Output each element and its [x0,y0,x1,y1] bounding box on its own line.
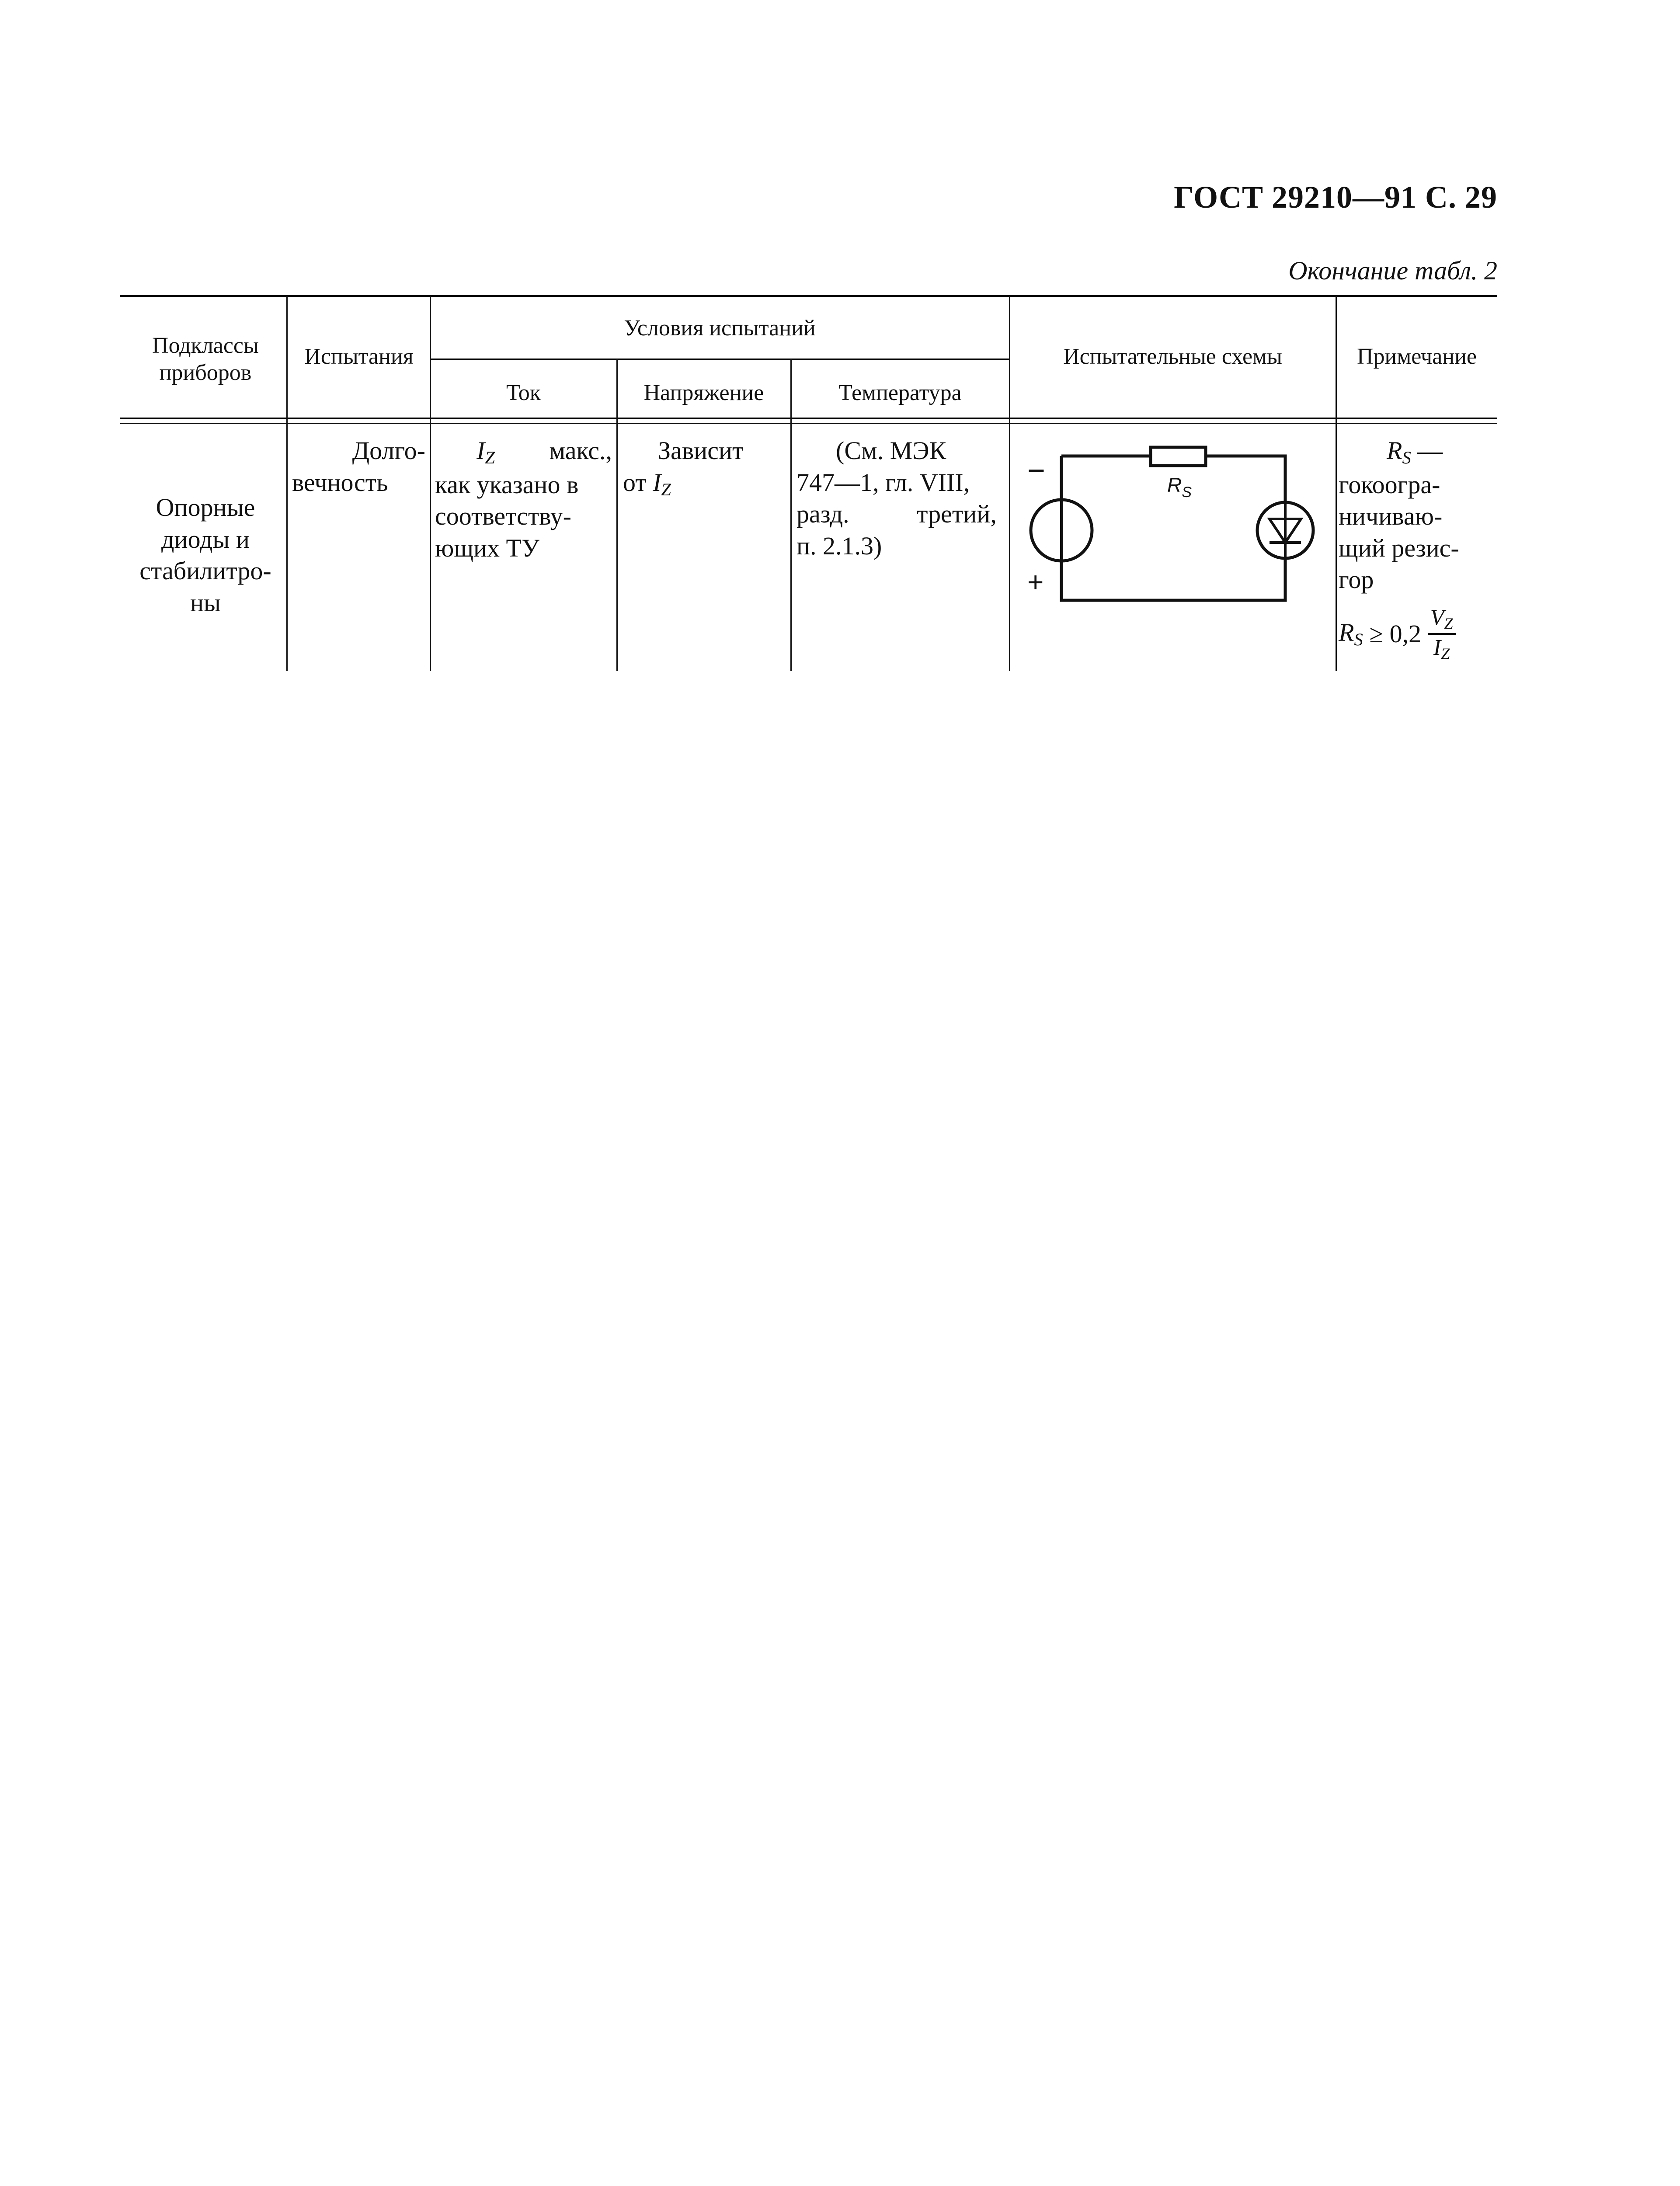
cell-temperature [797,435,1005,562]
table-caption: Окончание табл. 2 [1288,256,1497,285]
header-temperature: Температура [838,380,962,405]
temperature-line: 747—1, гл. VIII, [797,468,970,497]
header-bottom-rule-2 [120,423,1497,424]
subclass-line: ны [190,588,221,617]
voltage-source-icon [1031,500,1092,561]
note-line: щий резис- [1339,533,1459,562]
temperature-line: разд. третий, [797,500,997,528]
header-note: Примечание [1357,344,1477,369]
header-tests: Испытания [304,344,414,369]
current-line1-tail: макс., [549,436,612,465]
current-line: соответству- [435,502,571,531]
note-formula [1339,605,1496,663]
minus-sign: − [1027,453,1045,487]
header-conditions: Условия испытаний [624,316,816,341]
current-line: ющих ТУ [435,533,540,562]
test-circuit-diagram [1010,426,1336,671]
voltage-line1: Зависит [658,436,744,465]
subclass-line: стабилитро- [139,557,271,585]
temperature-line: (См. МЭК [836,436,946,465]
header-schemes: Испытательные схемы [1063,344,1282,369]
header-voltage: Напряжение [643,380,764,405]
col-divider-2 [430,295,431,671]
plus-sign: + [1027,566,1044,598]
formula-fraction [1428,605,1456,663]
current-line: как указано в [435,470,579,499]
current-symbol: $I_Z$ [477,436,495,468]
fraction-numerator: $V_Z$ [1428,605,1456,635]
tests-line: Долго- [352,436,425,465]
header-subclasses: Подклассы приборов [152,333,259,386]
note-symbol-line: $R_S$ — [1387,436,1443,468]
table-top-rule [120,295,1497,297]
cell-note [1339,435,1496,663]
subclass-line: Опорные [156,493,255,522]
col-divider-1 [286,295,288,671]
page-header: ГОСТ 29210—91 С. 29 [1174,180,1497,215]
temperature-line: п. 2.1.3) [797,531,882,560]
formula-lhs: $R_S$ [1339,618,1363,650]
note-line: ничиваю- [1339,502,1443,531]
fraction-denominator: $I_Z$ [1433,635,1450,662]
cell-subclass [127,492,284,619]
voltage-line2: от $I_Z$ [623,468,671,499]
tests-line: вечность [292,468,388,497]
subclass-line: диоды и [161,525,250,553]
resistor-label: $R_S$ [1167,473,1192,501]
subheader-rule [431,359,1010,360]
formula-op: ≥ 0,2 [1363,619,1428,648]
resistor-icon [1151,447,1206,466]
note-line: гокоогра- [1339,470,1440,499]
cell-voltage [623,435,785,501]
diode-icon [1257,501,1313,560]
cell-current [435,435,612,564]
header-bottom-rule-1 [120,418,1497,419]
cell-tests [292,435,425,498]
note-line: гор [1339,565,1374,594]
header-current: Ток [506,380,541,405]
